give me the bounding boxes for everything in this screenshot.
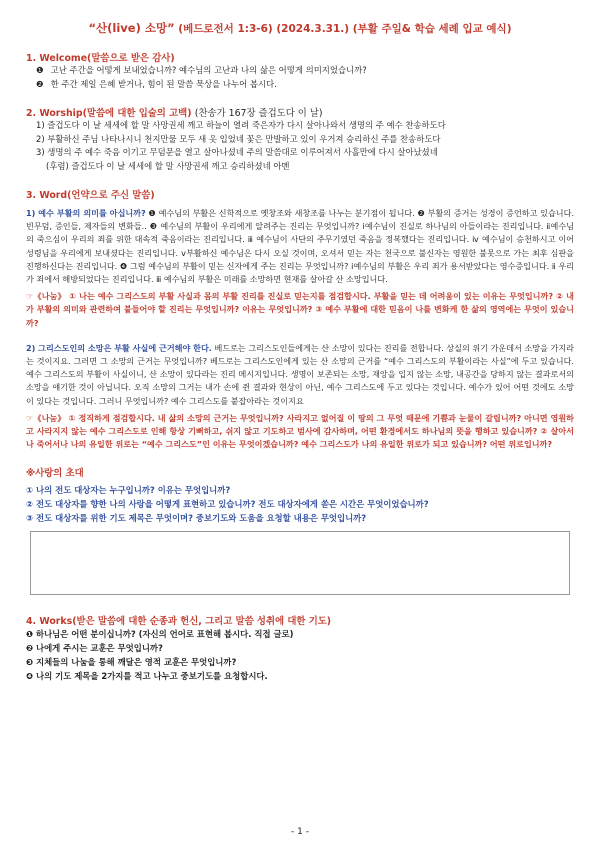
word-paragraph-2: 2) 그리스도인의 소망은 부활 사실에 근거해야 한다. 베드로는 그리스도인들에게는 산 소망이 있다는 진리를 전합니다. 상실의 위기 가운데서 소망을 가지라는 것이지요. 그러면 그 소망의 근거는 무엇입니까? 베드로는 그리스도인에게 있는 산 소망의 근거를 “예수 그리스도의 부활이라는 사실”에 두고 있습니다. 예수 그리스도의 부활이 사실이니, 산 소망이 있다라는 진리 메시지입니다. 생명이 보존되는 소망, 재앙을 입지 않는 소망, 내공간을 당하지 않는 결과로서의 소망을 얘기한 것이 아닙니다. 오직 소망의 그거는 내가 손에 쥔 결과와 현상이 아닌, 예수 그리스도에 두고 있다는 것입니다. 예수가 있어 어떤 것에도 소망이 있다는 것입니다. 그러니 무엇입니까? 예수 그리스도를 붙잡아라는 것이지요 <box>26 342 574 406</box>
sharing-questions-2: ☞《나눔》 ① 정직하게 점검합시다. 내 삶의 소망의 근거는 무엇입니까? 사라지고 없어질 이 땅의 그 무엇 때문에 기쁨과 눈물이 갈립니까? 아니면 영원하고 사라지지 않는 예수 그리스도로 인해 항상 기뻐하고, 쉬지 않고 기도하고 범사에 감사하며, 어떤 환경에서도 하나님의 뜻을 행하고 있습니까? ② 살아서나 죽어서나 나의 유일한 위로는 “예수 그리스도”인 이유는 무엇이겠습니까? 예수 그리스도가 나의 유일한 위로가 되고 있습니까? 어떤 위로입니까? <box>26 412 574 450</box>
invitation-item: ① 나의 전도 대상자는 누구입니까? 이유는 무엇입니까? <box>26 485 231 496</box>
hymn-verse: 1) 즐겁도다 이 날 세세에 할 말 사망권세 깨고 하늘이 열려 죽은자가 다시 살아나와서 생명의 주 예수 찬송하도다 <box>36 120 446 130</box>
worship-heading: 2. Worship(말씀에 대한 입술의 고백) (찬송가 167장 즐겁도다 이 날) <box>26 108 323 119</box>
welcome-item: ❷ 한 주간 제일 은혜 받거나, 힘이 된 말씀 묵상을 나누어 봅시다. <box>36 78 277 89</box>
sharing-questions-1: ☞《나눔》 ① 나는 예수 그리스도의 부활 사실과 몸의 부활 진리를 진실로 믿는지를 점검합시다. 부활을 믿는 데 어려움이 있는 이유는 무엇입니까? ② 내가 부활의 의미와 관련하여 붙들어야 할 진리는 무엇입니까? 이유는 무엇입니까? ③ 예수 부활에 대한 믿음이 나를 변화케 한 삶의 영역에는 무엇이 있습니까? <box>26 291 574 328</box>
page-number: - 1 - <box>291 827 309 837</box>
invitation-item: ② 전도 대상자를 향한 나의 사랑을 어떻게 표현하고 있습니까? 전도 대상자에게 쏟은 시간은 무엇이었습니까? <box>26 499 429 510</box>
welcome-item: ❶ 고난 주간을 어떻게 보내었습니까? 예수님의 고난과 나의 삶은 어떻게 의미지었습니까? <box>36 65 367 75</box>
welcome-heading: 1. Welcome(말씀으로 받은 감사) <box>26 53 175 64</box>
hymn-verse: 2) 부활하신 주님 나타나시니 천지만물 모두 새 옷 입었네 꽃은 만발하고 있이 우거져 승리하신 주를 찬송하도다 <box>36 133 441 144</box>
word-paragraph-1: 1) 예수 부활의 의미를 아십니까? ❶ 예수님의 부활은 신학적으로 옛창조와 새창조를 나누는 분기점이 됩니다. ❷ 부활의 증거는 성경이 증언하고 있습니다. 빈무덤, 증인들, 제자들의 변화들.. ❸ 예수님의 부활이 우리에게 알려주는 진리는 무엇입니까? ⅰ예수님이 진실로 하나님의 아들이라는 진리입니다. ⅱ예수님의 죽으심이 우리의 죄를 위한 대속적 죽음이라는 진리입니다. ⅲ 예수님이 사단의 주무기였던 죽음을 정복했다는 진리입니다. ⅳ 예수님이 승천하시고 이어 성령님을 우리에게 보내셨다는 진리입니다. ⅴ부활하신 예수님은 다시 오실 것이며, 오셔서 믿는 자는 천국으로 불신자는 영원한 불못으로 가는 최후 심판을 진행하신다는 진리입니다. ❹ 그럼 예수님의 부활이 믿는 신자에게 주는 진리는 무엇입니까? ⅰ예수님의 부활은 우리 죄가 용서받았다는 영수증입니다. ⅱ 우리가 죄에서 해방되었다는 진리입니다. ⅲ 예수님의 부활은 미래를 소망하면 현재를 살아갈 산 소망입니다. <box>26 208 575 285</box>
question-2: 2) 그리스도인의 소망은 부활 사실에 근거해야 한다. <box>26 342 212 353</box>
invitation-heading: ※사랑의 초대 <box>26 468 84 480</box>
sermon-title: “산(live) 소망” <box>88 21 175 35</box>
page-title <box>26 20 574 36</box>
works-item: ❸ 지체들의 나눔을 통해 깨달은 영적 교훈은 무엇입니까? <box>26 657 237 668</box>
invitation-item: ③ 전도 대상자를 위한 기도 제목은 무엇이며? 중보기도와 도움을 요청할 내용은 무엇입니까? <box>26 513 367 524</box>
hymn-reference: (찬송가 167장 즐겁도다 이 날) <box>194 108 323 119</box>
word-heading: 3. Word(언약으로 주신 말씀) <box>26 190 155 201</box>
works-item: ❶ 하나님은 어떤 분이십니까? (자신의 언어로 표현해 봅시다. 직접 글로) <box>26 629 294 640</box>
hymn-verse: 3) 생명의 주 예수 죽음 이기고 무덤문을 열고 살아나셨네 주의 말씀대로 이루어져서 사흘만에 다시 살아났셨네 <box>36 147 438 157</box>
works-heading: 4. Works(받은 말씀에 대한 순종과 헌신, 그리고 말씀 성취에 대한 기도) <box>26 616 332 628</box>
answer-box[interactable] <box>30 531 570 595</box>
sermon-subtitle: (베드로전서 1:3-6) (2024.3.31.) (부활 주일& 학습 세례 입교 예식) <box>178 23 512 35</box>
hymn-refrain: (후렴) 즐겁도다 이 날 세세에 할 말 사망권세 깨고 승리하셨네 아멘 <box>46 160 290 171</box>
question-1: 1) 예수 부활의 의미를 아십니까? <box>26 208 146 218</box>
works-item: ❹ 나의 기도 제목을 2가지를 적고 나누고 중보기도를 요청합시다. <box>26 671 268 682</box>
works-item: ❷ 나에게 주시는 교훈은 무엇입니까? <box>26 643 163 654</box>
